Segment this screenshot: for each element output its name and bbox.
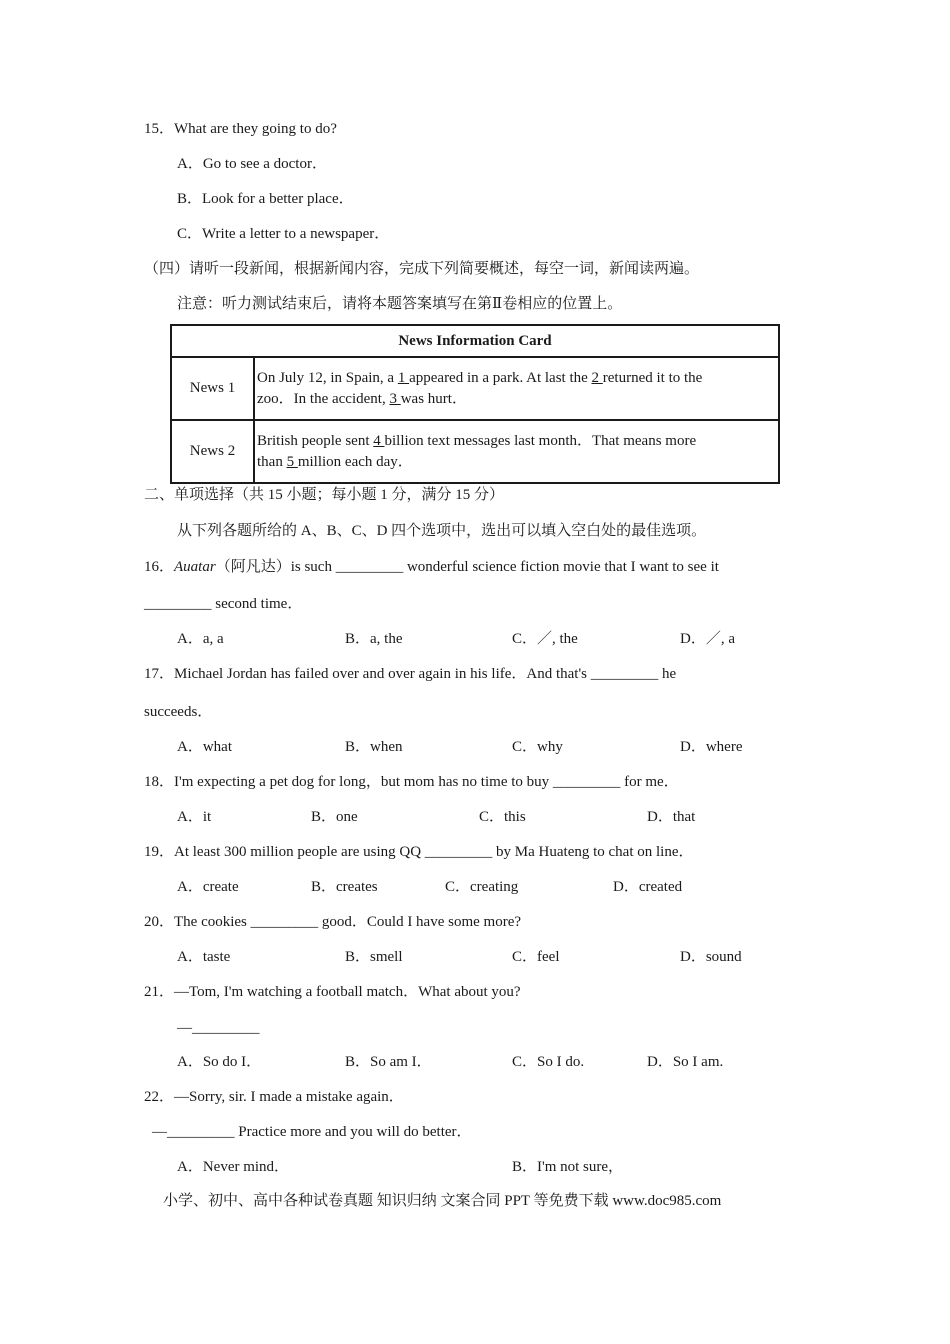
question-17-line-1: 17．Michael Jordan has failed over and over again in his life．And that's _________ he xyxy=(144,666,677,682)
question-18-option-d: D．that xyxy=(647,809,696,825)
question-15-option-b: B．Look for a better place． xyxy=(177,191,354,207)
movie-title: Auatar xyxy=(174,559,216,575)
question-21-option-c: C．So I do. xyxy=(512,1054,585,1070)
question-21-option-d: D．So I am. xyxy=(647,1054,724,1070)
question-21-stem: 21．—Tom, I'm watching a football match．What about you? xyxy=(144,984,521,1000)
news-1-label: News 1 xyxy=(171,357,254,420)
card-title: News Information Card xyxy=(171,325,779,357)
question-18-stem: 18．I'm expecting a pet dog for long，but mom has no time to buy _________ for me． xyxy=(144,774,679,790)
question-16-line-1: 16．Auatar（阿凡达）is such _________ wonderful science fiction movie that I want to see it xyxy=(144,559,719,575)
question-22-stem: 22．—Sorry, sir. I made a mistake again． xyxy=(144,1089,404,1105)
card-row-news-2 xyxy=(171,420,779,483)
question-21-option-a: A．So do I． xyxy=(177,1054,262,1070)
section-2-instruction: 从下列各题所给的 A、B、C、D 四个选项中，选出可以填入空白处的最佳选项。 xyxy=(177,523,707,539)
question-17-line-2: succeeds． xyxy=(144,704,213,720)
question-19-option-b: B．creates xyxy=(311,879,378,895)
question-16-option-c: C．／, the xyxy=(512,631,578,647)
question-15-option-c: C．Write a letter to a newspaper． xyxy=(177,226,390,242)
question-20-option-d: D．sound xyxy=(680,949,742,965)
question-17-option-b: B．when xyxy=(345,739,403,755)
part4-instruction: （四）请听一段新闻，根据新闻内容，完成下列简要概述，每空一词，新闻读两遍。 xyxy=(144,261,700,277)
question-16-option-d: D．／, a xyxy=(680,631,735,647)
question-20-stem: 20．The cookies _________ good．Could I have some more? xyxy=(144,914,522,930)
question-21-answer-line: —_________ xyxy=(177,1020,260,1036)
question-15-stem: 15．What are they going to do? xyxy=(144,121,337,137)
question-22-option-a: A．Never mind． xyxy=(177,1159,290,1175)
part4-note: 注意：听力测试结束后，请将本题答案填写在第Ⅱ卷相应的位置上。 xyxy=(177,296,623,312)
question-17-option-a: A．what xyxy=(177,739,232,755)
news-1-text: On July 12, in Spain, a 1 appeared in a park. At last the 2 returned it to the zoo．In the accident, 3 was hurt． xyxy=(254,357,779,420)
question-22-option-b: B．I'm not sure， xyxy=(512,1159,624,1175)
news-2-text: British people sent 4 billion text messages last month．That means more than 5 million each day． xyxy=(254,420,779,483)
question-16-option-b: B．a, the xyxy=(345,631,403,647)
question-20-option-a: A．taste xyxy=(177,949,231,965)
question-17-option-c: C．why xyxy=(512,739,563,755)
question-20-option-b: B．smell xyxy=(345,949,403,965)
card-row-news-1 xyxy=(171,357,779,420)
question-18-option-c: C．this xyxy=(479,809,526,825)
question-19-option-a: A．create xyxy=(177,879,239,895)
section-2-title: 二、单项选择（共 15 小题；每小题 1 分，满分 15 分） xyxy=(144,487,505,503)
blank-1: 1 xyxy=(397,369,410,386)
question-15-option-a: A．Go to see a doctor． xyxy=(177,156,327,172)
question-17-option-d: D．where xyxy=(680,739,743,755)
blank-5: 5 xyxy=(286,453,298,470)
question-19-option-c: C．creating xyxy=(445,879,519,895)
question-22-answer-line: —_________ Practice more and you will do better． xyxy=(152,1124,472,1140)
blank-2: 2 xyxy=(591,369,603,386)
question-20-option-c: C．feel xyxy=(512,949,560,965)
question-16-line-2: _________ second time． xyxy=(144,596,303,612)
question-19-option-d: D．created xyxy=(613,879,683,895)
question-16-option-a: A．a, a xyxy=(177,631,224,647)
blank-3: 3 xyxy=(389,390,401,407)
question-18-option-b: B．one xyxy=(311,809,358,825)
blank-4: 4 xyxy=(373,432,385,449)
question-21-option-b: B．So am I． xyxy=(345,1054,432,1070)
news-2-label: News 2 xyxy=(171,420,254,483)
page-footer: 小学、初中、高中各种试卷真题 知识归纳 文案合同 PPT 等免费下载 www.doc985.com xyxy=(163,1193,722,1209)
question-18-option-a: A．it xyxy=(177,809,212,825)
question-19-stem: 19．At least 300 million people are using QQ _________ by Ma Huateng to chat on line． xyxy=(144,844,694,860)
news-information-card xyxy=(170,324,780,484)
